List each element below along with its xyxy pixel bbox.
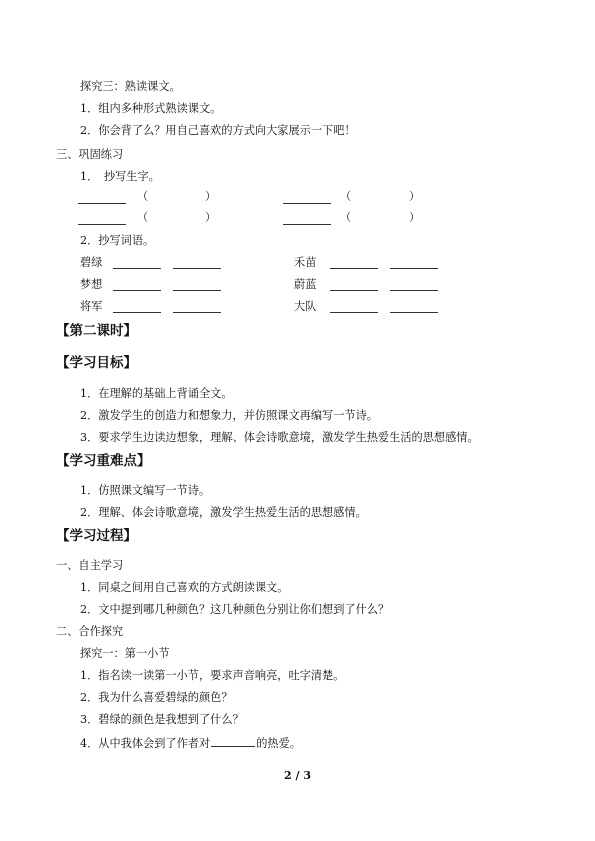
coop-item-4-after: 的热爱。: [256, 737, 301, 750]
paren-close-2: ）: [409, 190, 421, 203]
word-blank: [113, 268, 161, 269]
coop-item-2: 2．我为什么喜爱碧绿的颜色？: [80, 691, 233, 704]
word-left-1: 碧绿: [80, 256, 103, 269]
key-point-item-2: 2．理解、体会诗歌意境，激发学生热爱生活的思想感情。: [80, 506, 367, 519]
word-blank: [390, 290, 438, 291]
paren-open-4: （: [340, 211, 352, 224]
goal-item-2: 2．激发学生的创造力和想象力，并仿照课文再编写一节诗。: [80, 409, 378, 422]
word-blank: [390, 312, 438, 313]
word-blank: [330, 290, 378, 291]
goal-item-3: 3．要求学生边读边想象，理解、体会诗歌意境，激发学生热爱生活的思想感情。: [80, 431, 479, 444]
fill-blank: [211, 735, 255, 747]
word-blank: [173, 312, 221, 313]
word-blank: [330, 312, 378, 313]
page-number: 2 / 3: [284, 769, 311, 782]
paren-open-3: （: [137, 211, 149, 224]
char-blank-2: [283, 203, 331, 204]
word-blank: [390, 268, 438, 269]
paren-open-2: （: [340, 190, 352, 203]
paren-close-3: ）: [205, 211, 217, 224]
char-blank-1: [78, 203, 126, 204]
word-blank: [113, 312, 161, 313]
self-study-heading: 一、自主学习: [56, 559, 124, 572]
explore3-item-2: 2．你会背了么？用自己喜欢的方式向大家展示一下吧！: [80, 124, 356, 137]
char-blank-4: [283, 224, 331, 225]
word-blank: [173, 268, 221, 269]
lesson2-heading: 【第二课时】: [56, 323, 137, 339]
copy-words-title: 2．抄写词语。: [80, 234, 155, 247]
char-blank-3: [78, 224, 126, 225]
paren-open-1: （: [137, 190, 149, 203]
word-blank: [173, 290, 221, 291]
coop-item-3: 3．碧绿的颜色是我想到了什么？: [80, 713, 244, 726]
word-right-3: 大队: [294, 300, 317, 313]
consolidate-heading: 三、巩固练习: [56, 148, 124, 161]
coop-item-1: 1．指名读一读第一小节，要求声音响亮，吐字清楚。: [80, 669, 345, 682]
paren-close-4: ）: [409, 211, 421, 224]
copy-chars-title: 1． 抄写生字。: [80, 170, 160, 183]
explore3-title: 探究三：熟读课文。: [80, 80, 181, 93]
key-point-item-1: 1．仿照课文编写一节诗。: [80, 484, 211, 497]
process-heading: 【学习过程】: [56, 528, 137, 544]
self-study-item-1: 1．同桌之间用自己喜欢的方式朗读课文。: [80, 581, 289, 594]
word-blank: [113, 290, 161, 291]
goals-heading: 【学习目标】: [56, 355, 137, 371]
word-left-2: 梦想: [80, 278, 103, 291]
explore3-item-1: 1．组内多种形式熟读课文。: [80, 102, 222, 115]
coop-heading: 二、合作探究: [56, 625, 124, 638]
word-right-2: 蔚蓝: [294, 278, 317, 291]
coop-item-4: [80, 735, 301, 751]
key-points-heading: 【学习重难点】: [56, 453, 151, 469]
word-right-1: 禾苗: [294, 256, 317, 269]
self-study-item-2: 2．文中提到哪几种颜色？这几种颜色分别让你们想到了什么？: [80, 603, 390, 616]
coop-item-4-before: 4．从中我体会到了作者对: [80, 737, 211, 750]
word-blank: [330, 268, 378, 269]
paren-close-1: ）: [205, 190, 217, 203]
goal-item-1: 1．在理解的基础上背诵全文。: [80, 387, 233, 400]
explore1-title: 探究一：第一小节: [80, 647, 170, 660]
word-left-3: 将军: [80, 300, 103, 313]
